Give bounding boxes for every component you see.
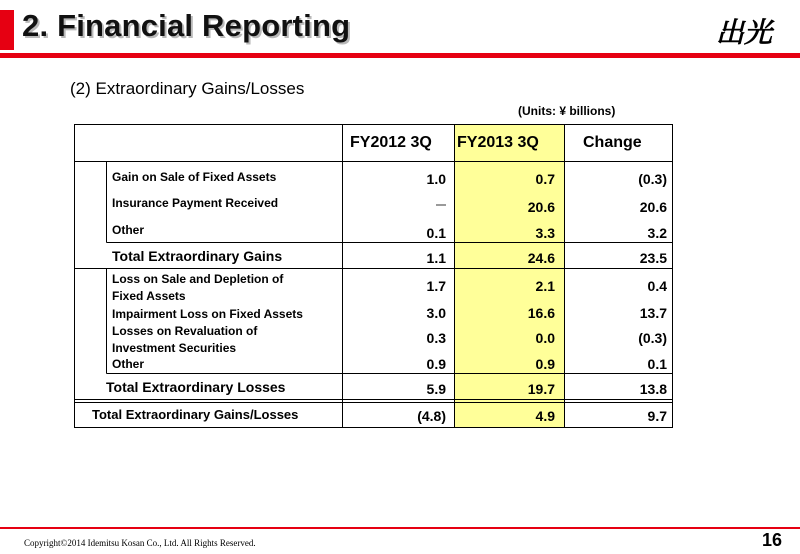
row-label-impairment-loss: Impairment Loss on Fixed Assets (112, 307, 303, 321)
copyright-notice: Copyright©2014 Idemitsu Kosan Co., Ltd. All Rights Reserved. (24, 538, 256, 548)
row-label-insurance-payment: Insurance Payment Received (112, 196, 279, 210)
page-number: 16 (761, 530, 782, 550)
cell-fy2012: 1.0 (426, 171, 446, 187)
cell-fy2012: (4.8) (417, 408, 446, 424)
cell-fy2012: 0.9 (426, 356, 446, 372)
row-label-total-losses: Total Extraordinary Losses (106, 379, 286, 395)
row-label-loss-sale-depletion-2: Fixed Assets (112, 289, 186, 303)
cell-change: 0.4 (647, 278, 667, 294)
cell-fy2013: 20.6 (527, 199, 555, 215)
cell-fy2012: 1.1 (426, 250, 446, 266)
row-label-revaluation-loss-2: Investment Securities (112, 341, 237, 355)
cell-fy2013: 0.0 (535, 330, 555, 346)
cell-change: (0.3) (638, 330, 667, 346)
cell-change: 20.6 (639, 199, 667, 215)
page-title: 2. Financial Reporting (22, 8, 351, 43)
row-label-revaluation-loss-1: Losses on Revaluation of (112, 324, 258, 338)
row-label-net-total: Total Extraordinary Gains/Losses (92, 407, 299, 422)
row-label-loss-sale-depletion-1: Loss on Sale and Depletion of (112, 272, 284, 286)
col-header-fy2013: FY2013 3Q (457, 134, 539, 151)
cell-change: 23.5 (639, 250, 667, 266)
footer-red-line (0, 527, 800, 529)
logo-text: 出光 (715, 16, 773, 49)
cell-fy2013: 24.6 (527, 250, 555, 266)
cell-change: 9.7 (647, 408, 667, 424)
cell-fy2013: 4.9 (535, 408, 555, 424)
cell-change: 0.1 (647, 356, 667, 372)
row-label-other-losses: Other (112, 357, 145, 371)
cell-fy2012: 5.9 (426, 381, 446, 397)
cell-change: (0.3) (638, 171, 667, 187)
row-label-total-gains: Total Extraordinary Gains (112, 248, 283, 264)
cell-fy2013: 16.6 (527, 305, 555, 321)
cell-fy2013: 2.1 (535, 278, 555, 294)
cell-change: 3.2 (647, 225, 667, 241)
col-header-change: Change (583, 134, 642, 151)
cell-change: 13.8 (639, 381, 667, 397)
cell-fy2013: 19.7 (527, 381, 555, 397)
cell-fy2012: 0.3 (426, 330, 446, 346)
cell-fy2012: 1.7 (426, 278, 446, 294)
row-label-gain-sale-fixed-assets: Gain on Sale of Fixed Assets (112, 170, 277, 184)
section-subtitle: (2) Extraordinary Gains/Losses (70, 79, 305, 98)
cell-fy2013: 0.7 (535, 171, 555, 187)
col-header-fy2012: FY2012 3Q (350, 134, 432, 151)
cell-fy2012: 0.1 (426, 225, 446, 241)
cell-change: 13.7 (639, 305, 667, 321)
row-label-other-gains: Other (112, 223, 145, 237)
units-note: (Units: ¥ billions) (518, 104, 616, 118)
cell-fy2013: 3.3 (535, 225, 555, 241)
no-value-dash (436, 204, 446, 206)
cell-fy2012: 3.0 (426, 305, 446, 321)
cell-fy2013: 0.9 (535, 356, 555, 372)
